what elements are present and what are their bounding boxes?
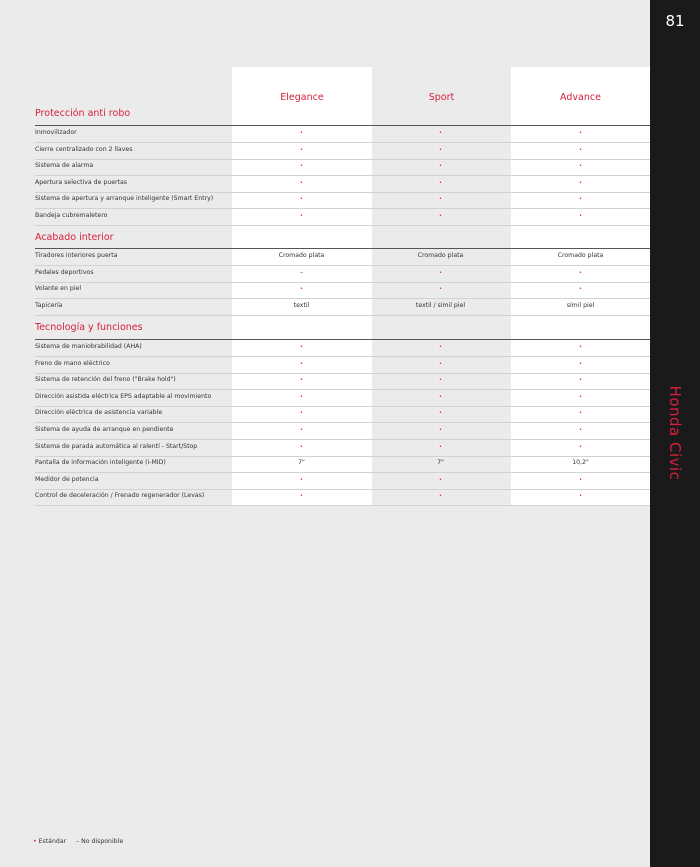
table-cell: • <box>439 269 442 276</box>
legend <box>33 838 123 845</box>
table-row <box>35 373 650 390</box>
table-cell: • <box>579 377 582 384</box>
table-row <box>35 299 650 316</box>
table-cell: • <box>439 196 442 203</box>
table-cell: 10,2" <box>572 459 589 467</box>
table-cell: • <box>300 493 303 500</box>
row-label: Sistema de retención del freno ("Brake hold") <box>35 376 176 384</box>
table-cell: textil / símil piel <box>415 301 466 309</box>
table-cell: Cromado plata <box>278 252 325 259</box>
table-row <box>35 176 650 193</box>
table-row <box>35 209 650 226</box>
table-cell: – <box>299 268 304 276</box>
table-cell: • <box>300 476 303 483</box>
table-cell: • <box>579 427 582 433</box>
row-label: Dirección eléctrica de asistencia variable <box>35 409 163 417</box>
row-label: Sistema de alarma <box>35 162 94 170</box>
table-cell: • <box>300 410 303 417</box>
table-cell: • <box>300 427 303 433</box>
table-cell: • <box>579 393 582 400</box>
table-cell: • <box>579 146 582 153</box>
row-label: Sistema de maniobrabilidad (AHA) <box>35 343 142 350</box>
table-row <box>35 159 650 176</box>
legend-na-label: No disponible <box>81 838 124 845</box>
table-cell: • <box>439 410 442 417</box>
row-label: Sistema de parada automática al ralentí - Start/Stop <box>35 442 198 450</box>
table-row <box>35 340 650 357</box>
table-cell: • <box>300 443 303 450</box>
table-cell: • <box>439 393 442 400</box>
table-cell: • <box>300 360 303 367</box>
column-header-advance: Advance <box>560 92 601 103</box>
table-row <box>35 357 650 374</box>
table-cell: • <box>439 377 442 384</box>
row-divider <box>35 315 650 316</box>
table-row <box>35 406 650 423</box>
table-cell: • <box>579 443 582 450</box>
table-row <box>35 489 650 506</box>
row-label: Bandeja cubremaletero <box>35 212 108 219</box>
table-cell: • <box>300 344 303 350</box>
column-header-elegance: Elegance <box>280 92 324 103</box>
table-cell: • <box>300 146 303 153</box>
section-title: Acabado interior <box>35 232 114 243</box>
table-row <box>35 473 650 490</box>
table-row <box>35 126 650 143</box>
section-title: Tecnología y funciones <box>35 322 143 333</box>
row-label: Inmovilizador <box>35 129 77 136</box>
page-number: 81 <box>665 12 685 30</box>
table-cell: • <box>579 269 582 276</box>
table-cell: • <box>579 163 582 170</box>
table-cell: • <box>579 493 582 500</box>
table-row <box>35 440 650 457</box>
legend-standard-label: Estándar <box>38 838 67 845</box>
row-label: Sistema de ayuda de arranque en pendiente <box>35 426 174 433</box>
side-title: Honda Civic <box>666 385 684 481</box>
table-cell: • <box>439 146 442 153</box>
row-label: Medidor de potencia <box>35 475 99 483</box>
table-cell: textil <box>293 301 310 309</box>
row-label: Cierre centralizado con 2 llaves <box>35 145 133 153</box>
table-cell: • <box>300 196 303 203</box>
table-cell: • <box>439 213 442 219</box>
table-row <box>35 266 650 283</box>
row-label: Apertura selectiva de puertas <box>35 178 128 186</box>
table-cell: • <box>579 344 582 350</box>
table-cell: Cromado plata <box>557 252 604 259</box>
table-cell: • <box>439 360 442 367</box>
table-cell: • <box>300 286 303 293</box>
column-header-sport: Sport <box>428 92 455 103</box>
row-divider <box>35 505 650 506</box>
legend-standard-symbol: • <box>33 838 37 845</box>
table-cell: • <box>579 476 582 483</box>
table-cell: • <box>300 377 303 384</box>
row-label: Volante en piel <box>35 285 82 293</box>
table-row <box>35 456 650 473</box>
row-label: Sistema de apertura y arranque inteligente (Smart Entry) <box>35 195 214 203</box>
table-cell: • <box>439 476 442 483</box>
table-cell: • <box>439 443 442 450</box>
table-cell: • <box>579 213 582 219</box>
row-label: Pantalla de información inteligente (i-MID) <box>35 459 166 467</box>
table-row <box>35 143 650 160</box>
table-cell: • <box>300 130 303 136</box>
table-cell: 7" <box>298 459 305 467</box>
table-cell: • <box>439 163 442 170</box>
row-divider <box>35 225 650 226</box>
table-cell: • <box>300 179 303 186</box>
row-label: Dirección asistida eléctrica EPS adaptable al movimiento <box>35 392 212 400</box>
table-cell: • <box>439 179 442 186</box>
table-cell: • <box>439 130 442 136</box>
table-cell: • <box>579 286 582 293</box>
row-label: Tiradores interiores puerta <box>35 252 118 259</box>
table-cell: • <box>439 427 442 433</box>
table-cell: • <box>579 410 582 417</box>
table-cell: • <box>579 196 582 203</box>
table-row <box>35 423 650 440</box>
row-label: Control de deceleración / Frenado regenerador (Levas) <box>35 492 205 500</box>
table-cell: 7" <box>437 459 444 467</box>
row-label: Freno de mano eléctrico <box>35 359 110 367</box>
row-label: Pedales deportivos <box>35 268 94 276</box>
table-cell: • <box>579 130 582 136</box>
table-cell: • <box>439 344 442 350</box>
table-row <box>35 192 650 209</box>
table-cell: Cromado plata <box>417 252 464 259</box>
table-row <box>35 249 650 266</box>
row-label: Tapicería <box>35 301 63 309</box>
table-row <box>35 390 650 407</box>
table-cell: • <box>439 286 442 293</box>
table-cell: • <box>300 213 303 219</box>
table-cell: • <box>439 493 442 500</box>
table-cell: • <box>300 393 303 400</box>
table-cell: símil piel <box>566 301 595 309</box>
table-cell: • <box>579 179 582 186</box>
table-cell: • <box>579 360 582 367</box>
section-title: Protección anti robo <box>35 108 131 119</box>
table-row <box>35 282 650 299</box>
legend-na-symbol: – <box>76 838 80 845</box>
table-cell: • <box>300 163 303 170</box>
